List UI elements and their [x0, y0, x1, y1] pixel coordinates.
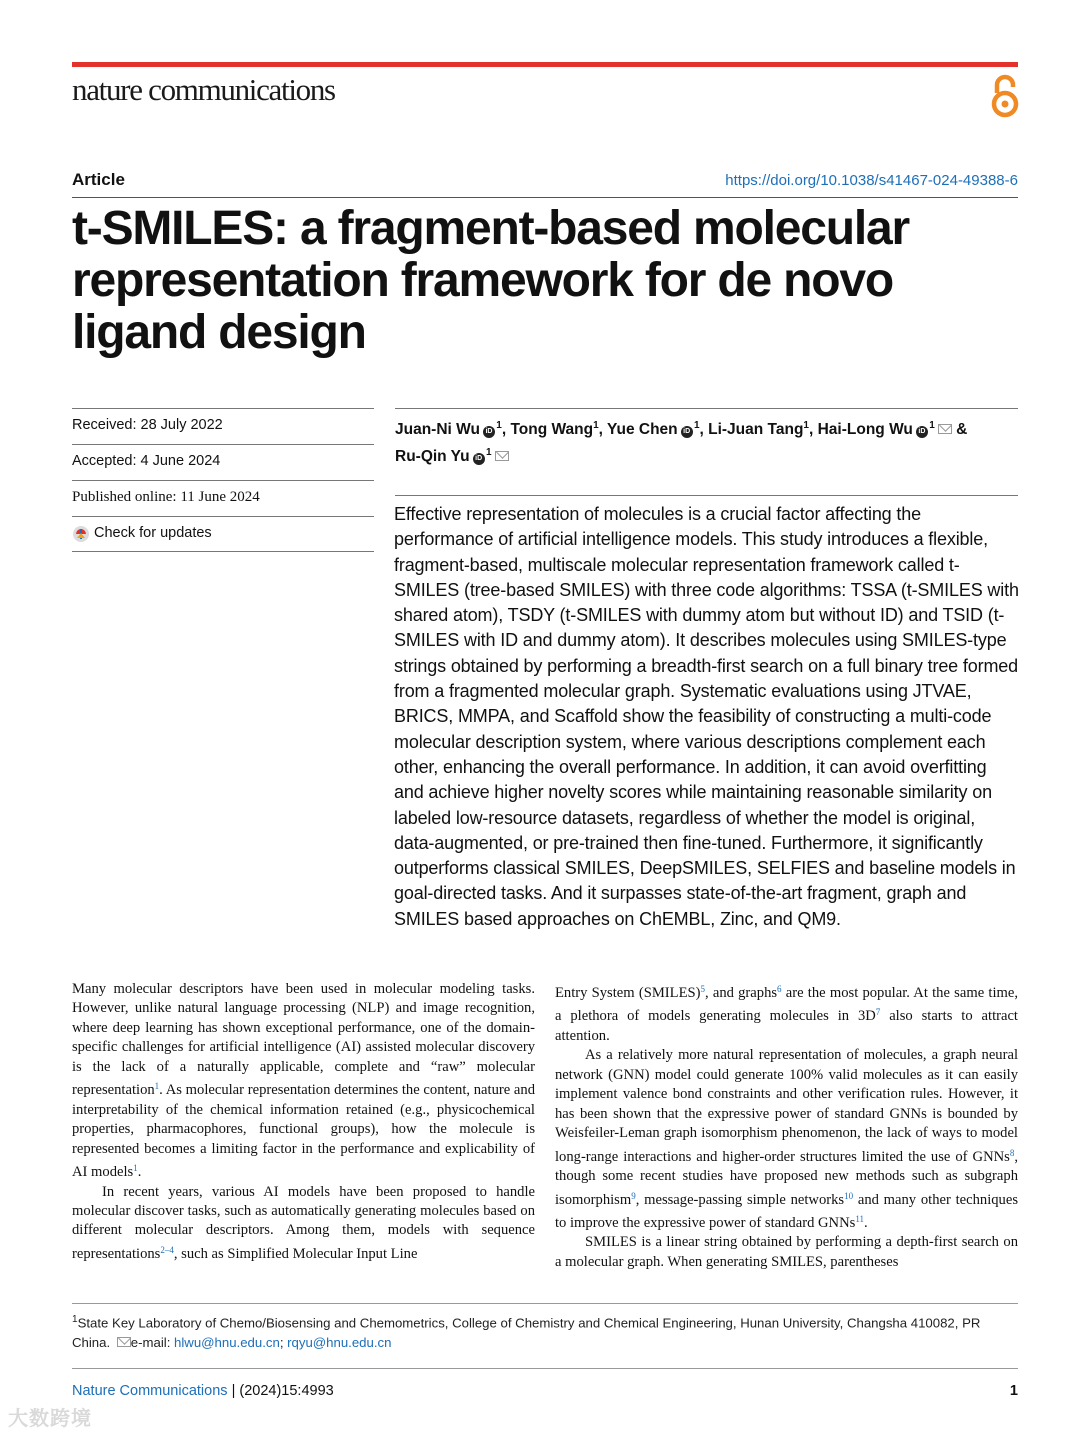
body-paragraph: SMILES is a linear string obtained by performing a depth-first search on a molecular graph. When generating SMILES, parentheses — [555, 1234, 1018, 1270]
open-access-icon — [988, 73, 1022, 119]
footnote-divider — [72, 1303, 1018, 1304]
body-paragraph: Entry System (SMILES)$^5$, and graphs$^6$ are the most popular. At the same time, a plethora of models generating molecules in 3D$^7$ also starts to attract attention. — [555, 984, 1018, 1044]
page-number: 1 — [1009, 1383, 1018, 1399]
abstract-divider — [395, 495, 1018, 496]
footer-citation — [72, 1383, 334, 1399]
body-paragraph: As a relatively more natural representation of molecules, a graph neural network (GNN) model could generate 100% valid molecules as it can easily implement valence bond constraints and other verification rules. However, it has been shown that the expressive power of standard GNNs is bounded by Weisfeiler-Leman graph isomorphism phenomenon, the lack of ways to model long-range interactions and higher-order structures limited the use of GNNs$^8$, though some recent studies have proposed new methods such as subgraph isomorphism$^9$, message-passing simple networks$^{10}$ and many other techniques to improve the expressive power of standard GNNs$^{11}$. — [555, 1047, 1018, 1231]
author-name[interactable]: Li-Juan Tang — [708, 421, 804, 439]
affiliation-mark: 1 — [496, 420, 502, 431]
check-updates-label: Check for updates — [94, 525, 212, 541]
orcid-icon[interactable]: iD — [916, 426, 928, 438]
author-name[interactable]: Juan-Ni Wu — [395, 421, 480, 439]
title-divider — [72, 197, 1018, 198]
header-red-bar — [72, 62, 1018, 67]
authors-divider — [395, 408, 1018, 409]
citation-link[interactable]: 2–4 — [160, 1244, 174, 1255]
citation-link[interactable]: 7 — [875, 1007, 881, 1018]
author-name[interactable]: Hai-Long Wu — [817, 421, 913, 439]
footer-divider — [72, 1368, 1018, 1369]
affiliation-mark: 1 — [485, 447, 492, 459]
mail-icon[interactable] — [495, 451, 509, 461]
footnote-mark: 1 — [72, 1314, 78, 1325]
article-title: t-SMILES: a fragment-based molecular representation framework for de novo ligand design — [72, 202, 909, 359]
journal-name: nature communications — [72, 72, 335, 107]
doi-link[interactable]: https://doi.org/10.1038/s41467-024-49388-6 — [725, 172, 1018, 189]
email-label: e-mail: — [130, 1335, 175, 1351]
watermark: 大数跨境 — [8, 1408, 92, 1430]
citation-link[interactable]: 6 — [777, 984, 782, 994]
affiliation-mark: 1 — [929, 420, 935, 431]
orcid-icon[interactable]: iD — [473, 453, 485, 465]
body-column-right — [555, 980, 1018, 1272]
mail-icon — [117, 1337, 131, 1347]
citation-link[interactable]: 8 — [1009, 1147, 1015, 1158]
citation-link[interactable]: 5 — [700, 984, 705, 994]
published-date: Published online: 11 June 2024 — [72, 480, 374, 516]
affiliation-footnote: $^1$State Key Laboratory of Chemo/Biosensing and Chemometrics, College of Chemistry and Chemical Engineering, Hunan University, Changsha 410082, PR China. e-mail: hlwu@hnu.edu.cn; rqyu@hnu.edu.cn — [72, 1314, 981, 1351]
abstract: Effective representation of molecules is a crucial factor affecting the performance of artificial intelligence models. This study introduces a flexible, fragment-based, multiscale molecular representation framework called t-SMILES (tree-based SMILES) with three code algorithms: TSSA (t-SMILES with shared atom), TSDY (t-SMILES with dummy atom but without ID) and TSID (t-SMILES with ID and dummy atom). It describes molecules using SMILES-type strings obtained by performing a breadth-first search on a full binary tree formed from a fragmented molecular graph. Systematic evaluations using JTVAE, BRICS, MMPA, and Scaffold show the feasibility of constructing a multi-code molecular description system, where various descriptions complement each other, enhancing the overall performance. In addition, it can avoid overfitting and achieve higher novelty scores while maintaining reasonable similarity on labeled low-resource datasets, regardless of whether the model is original, data-augmented, or pre-trained then fine-tuned. Furthermore, it significantly outperforms classical SMILES, DeepSMILES, SELFIES and baseline models in goal-directed tasks. And it surpasses state-of-the-art fragment, graph and SMILES based approaches on ChEMBL, Zinc, and QM9. — [394, 504, 1019, 929]
article-type-label: Article — [72, 170, 125, 189]
accepted-date: Accepted: 4 June 2024 — [72, 444, 374, 480]
affiliation-mark: 1 — [593, 420, 599, 431]
affiliation-text: State Key Laboratory of Chemo/Biosensing and Chemometrics, College of Chemistry and Chemical Engineering, Hunan University, Changsha 410082, PR China. — [72, 1315, 981, 1351]
check-for-updates-link[interactable] — [72, 516, 374, 552]
affiliation-mark: 1 — [693, 420, 700, 431]
citation-link[interactable]: 1 — [154, 1081, 160, 1092]
citation-link[interactable]: 9 — [631, 1190, 636, 1201]
article-metadata — [72, 408, 374, 552]
author-name[interactable]: Yue Chen — [607, 421, 678, 439]
affiliation-mark: 1 — [803, 420, 809, 431]
body-paragraph: In recent years, various AI models have been proposed to handle molecular discover tasks, such as automatically generating molecules based on different molecular descriptors. Among them, models with sequence representations$^{2-4}$, such as Simplified Molecular Input Line — [72, 1183, 535, 1262]
body-column-left — [72, 980, 535, 1264]
author-name[interactable]: Tong Wang — [510, 421, 594, 439]
email-link[interactable]: hlwu@hnu.edu.cn — [174, 1335, 280, 1351]
body-paragraph: Many molecular descriptors have been used in molecular modeling tasks. However, unlike natural language processing (NLP) and image recognition, where deep learning has shown exceptional performance, one of the domain-specific challenges for artificial intelligence (AI) assisted molecular discovery is the lack of a naturally applicable, complete and “raw” molecular representation$^1$. As molecular representation determines the content, nature and interpretability of the chemical information retained (e.g., physicochemical properties, pharmacophores, functional groups), how the molecule is represented becomes a limiting factor in the performance and explicability of AI models$^1$. — [72, 981, 535, 1181]
citation-link[interactable]: 10 — [844, 1190, 854, 1201]
mail-icon[interactable] — [938, 424, 952, 434]
citation-link[interactable]: 1 — [133, 1163, 138, 1174]
author-name[interactable]: Ru-Qin Yu — [395, 448, 470, 466]
footer-journal-name: Nature Communications — [72, 1383, 228, 1399]
author-list: Juan-Ni Wu iD $^1$, Tong Wang$^1$, Yue Chen iD $^1$, Li-Juan Tang$^1$, Hai-Long Wu iD $^1$ & Ru-Qin Yu iD $^1$ — [395, 420, 968, 466]
orcid-icon[interactable]: iD — [681, 426, 693, 438]
footer-volume: | (2024)15:4993 — [227, 1383, 334, 1399]
orcid-icon[interactable]: iD — [483, 426, 495, 438]
received-date: Received: 28 July 2022 — [72, 408, 374, 444]
citation-link[interactable]: 11 — [855, 1213, 864, 1224]
email-link[interactable]: rqyu@hnu.edu.cn — [287, 1335, 392, 1351]
check-updates-icon — [72, 525, 90, 543]
author-separator: & — [956, 421, 968, 439]
